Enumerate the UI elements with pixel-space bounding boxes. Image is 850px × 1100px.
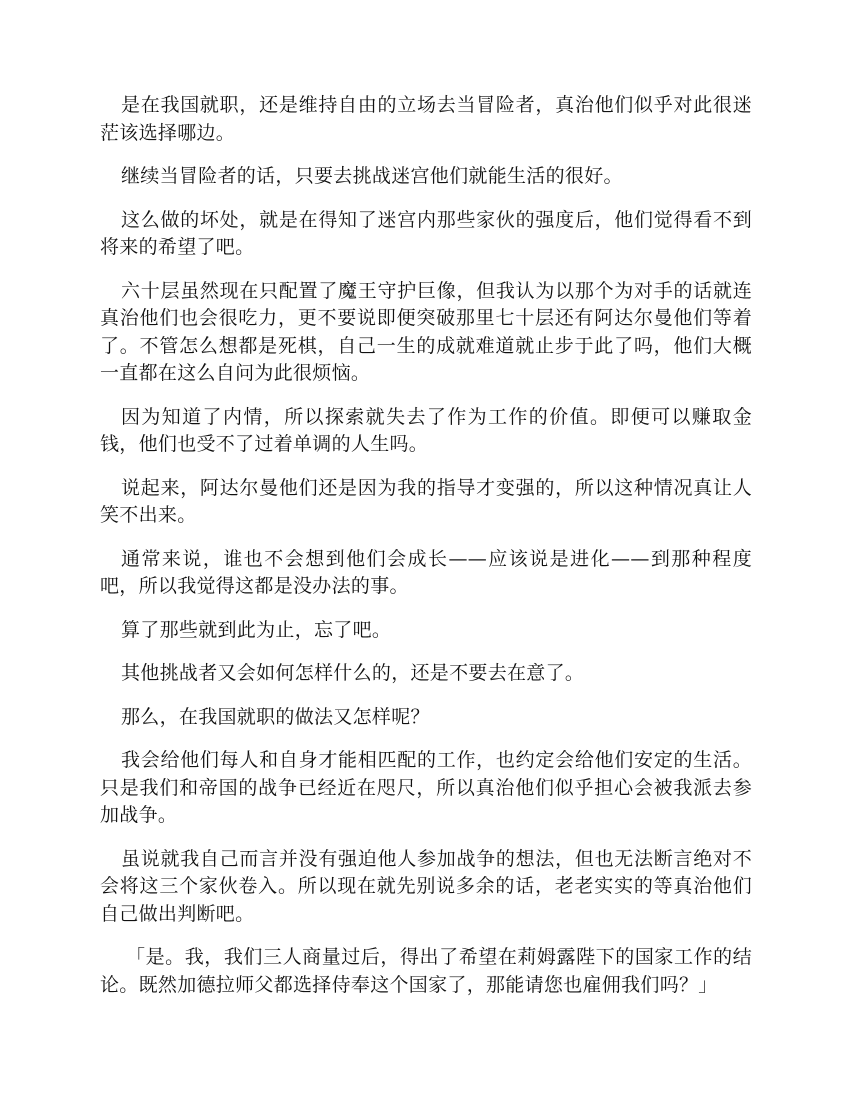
paragraph-12: 虽说就我自己而言并没有强迫他人参加战争的想法，但也无法断言绝对不会将这三个家伙卷入。所以现在就先别说多余的话，老老实实的等真治他们自己做出判断吧。 (100, 847, 752, 925)
paragraph-9: 其他挑战者又会如何怎样什么的，还是不要去在意了。 (121, 662, 585, 684)
paragraph-1: 是在我国就职，还是维持自由的立场去当冒险者，真治他们似乎对此很迷茫该选择哪边。 (100, 94, 752, 144)
document-page (100, 92, 752, 1015)
paragraph-8: 算了那些就到此为止，忘了吧。 (121, 618, 392, 641)
paragraph-2: 继续当冒险者的话，只要去挑战迷宫他们就能生活的很好。 (121, 165, 623, 187)
dialogue-quote: 「是。我，我们三人商量过后，得出了希望在莉姆露陛下的国家工作的结论。既然加德拉师父都选择侍奉这个国家了，那能请您也雇佣我们吗？」 (100, 946, 752, 996)
paragraph-7: 通常来说，谁也不会想到他们会成长——应该说是进化——到那种程度吧，所以我觉得这都是没办法的事。 (100, 547, 752, 597)
paragraph-4: 六十层虽然现在只配置了魔王守护巨像，但我认为以那个为对手的话就连真治他们也会很吃力，更不要说即便突破那里七十层还有阿达尔曼他们等着了。不管怎么想都是死棋，自己一生的成就难道就止步于此了吗，他们大概一直都在这么自问为此很烦恼。 (100, 279, 752, 384)
paragraph-6: 说起来，阿达尔曼他们还是因为我的指导才变强的，所以这种情况真让人笑不出来。 (100, 476, 752, 526)
paragraph-10: 那么，在我国就职的做法又怎样呢？ (121, 705, 430, 728)
paragraph-11: 我会给他们每人和自身才能相匹配的工作，也约定会给他们安定的生活。只是我们和帝国的战争已经近在咫尺，所以真治他们似乎担心会被我派去参加战争。 (100, 749, 752, 826)
paragraph-5: 因为知道了内情，所以探索就失去了作为工作的价值。即便可以赚取金钱，他们也受不了过着单调的人生吗。 (100, 405, 752, 455)
paragraph-3: 这么做的坏处，就是在得知了迷宫内那些家伙的强度后，他们觉得看不到将来的希望了吧。 (100, 208, 752, 258)
